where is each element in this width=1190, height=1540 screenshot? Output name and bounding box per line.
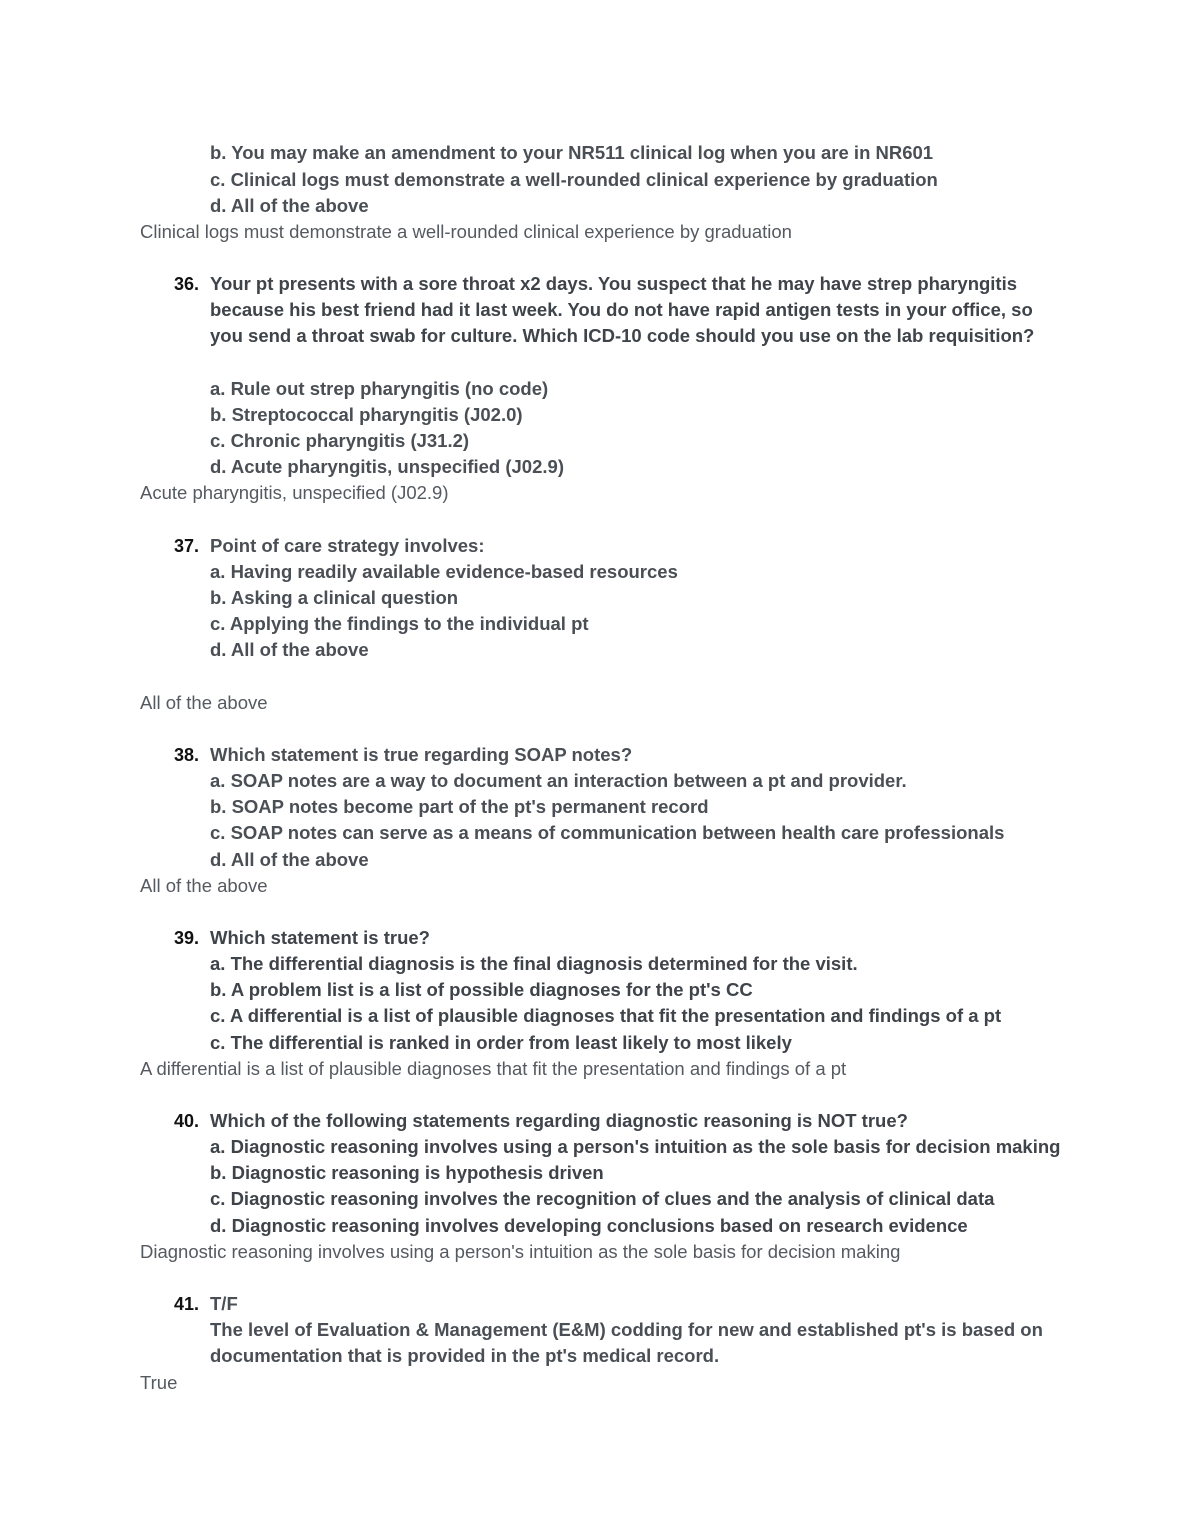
question-36-option-b: b. Streptococcal pharyngitis (J02.0)	[210, 404, 523, 425]
question-39-option-a: a. The differential diagnosis is the final diagnosis determined for the visit.	[210, 953, 858, 974]
question-36-prompt-line-3: you send a throat swab for culture. Which ICD-10 code should you use on the lab requisition?	[210, 325, 1035, 346]
question-37-option-b: b. Asking a clinical question	[210, 587, 459, 608]
question-39-prompt: Which statement is true?	[210, 927, 430, 948]
top-option-d: d. All of the above	[210, 195, 369, 216]
question-37-option-a: a. Having readily available evidence-based resources	[210, 561, 678, 582]
question-39-answer: A differential is a list of plausible diagnoses that fit the presentation and findings of a pt	[140, 1058, 847, 1079]
question-41-prompt-line-2: documentation that is provided in the pt's medical record.	[210, 1345, 720, 1366]
question-41-prompt-line-1: The level of Evaluation & Management (E&M) codding for new and established pt's is based on	[210, 1319, 1043, 1340]
question-38-answer: All of the above	[140, 875, 268, 896]
question-40-option-a: a. Diagnostic reasoning involves using a person's intuition as the sole basis for decision making	[210, 1136, 1061, 1157]
question-38-option-d: d. All of the above	[210, 849, 369, 870]
question-37-answer: All of the above	[140, 692, 268, 713]
question-41-tf-label: T/F	[210, 1293, 238, 1314]
question-39-option-c: c. A differential is a list of plausible diagnoses that fit the presentation and findings of a pt	[210, 1005, 1002, 1026]
top-option-c: c. Clinical logs must demonstrate a well-rounded clinical experience by graduation	[210, 169, 938, 190]
question-40-option-d: d. Diagnostic reasoning involves developing conclusions based on research evidence	[210, 1215, 968, 1236]
question-37-number: 37.	[174, 536, 200, 556]
question-37-option-d: d. All of the above	[210, 639, 369, 660]
question-36-prompt-line-1: Your pt presents with a sore throat x2 days. You suspect that he may have strep pharyngitis	[210, 273, 1018, 294]
question-38-option-a: a. SOAP notes are a way to document an interaction between a pt and provider.	[210, 770, 907, 791]
question-39-number: 39.	[174, 928, 200, 948]
question-40-option-b: b. Diagnostic reasoning is hypothesis driven	[210, 1162, 604, 1183]
question-36-option-c: c. Chronic pharyngitis (J31.2)	[210, 430, 470, 451]
question-39-option-b: b. A problem list is a list of possible diagnoses for the pt's CC	[210, 979, 753, 1000]
question-37-prompt: Point of care strategy involves:	[210, 535, 485, 556]
question-36-option-a: a. Rule out strep pharyngitis (no code)	[210, 378, 549, 399]
question-36-option-d: d. Acute pharyngitis, unspecified (J02.9)	[210, 456, 564, 477]
question-41-number: 41.	[174, 1294, 200, 1314]
top-answer: Clinical logs must demonstrate a well-rounded clinical experience by graduation	[140, 221, 792, 242]
question-36-number: 36.	[174, 274, 200, 294]
question-40-option-c: c. Diagnostic reasoning involves the recognition of clues and the analysis of clinical data	[210, 1188, 995, 1209]
question-38-option-c: c. SOAP notes can serve as a means of communication between health care professionals	[210, 822, 1005, 843]
question-39-option-c2: c. The differential is ranked in order from least likely to most likely	[210, 1032, 792, 1053]
question-38-option-b: b. SOAP notes become part of the pt's permanent record	[210, 796, 709, 817]
question-40-prompt: Which of the following statements regarding diagnostic reasoning is NOT true?	[210, 1110, 908, 1131]
question-38-number: 38.	[174, 745, 200, 765]
question-36-prompt-line-2: because his best friend had it last week. You do not have rapid antigen tests in your office, so	[210, 299, 1033, 320]
question-41-answer: True	[140, 1372, 178, 1393]
question-40-number: 40.	[174, 1111, 200, 1131]
question-38-prompt: Which statement is true regarding SOAP notes?	[210, 744, 633, 765]
top-option-b: b. You may make an amendment to your NR511 clinical log when you are in NR601	[210, 142, 934, 163]
question-37-option-c: c. Applying the findings to the individual pt	[210, 613, 589, 634]
question-36-answer: Acute pharyngitis, unspecified (J02.9)	[140, 482, 449, 503]
question-40-answer: Diagnostic reasoning involves using a person's intuition as the sole basis for decision making	[140, 1241, 901, 1262]
